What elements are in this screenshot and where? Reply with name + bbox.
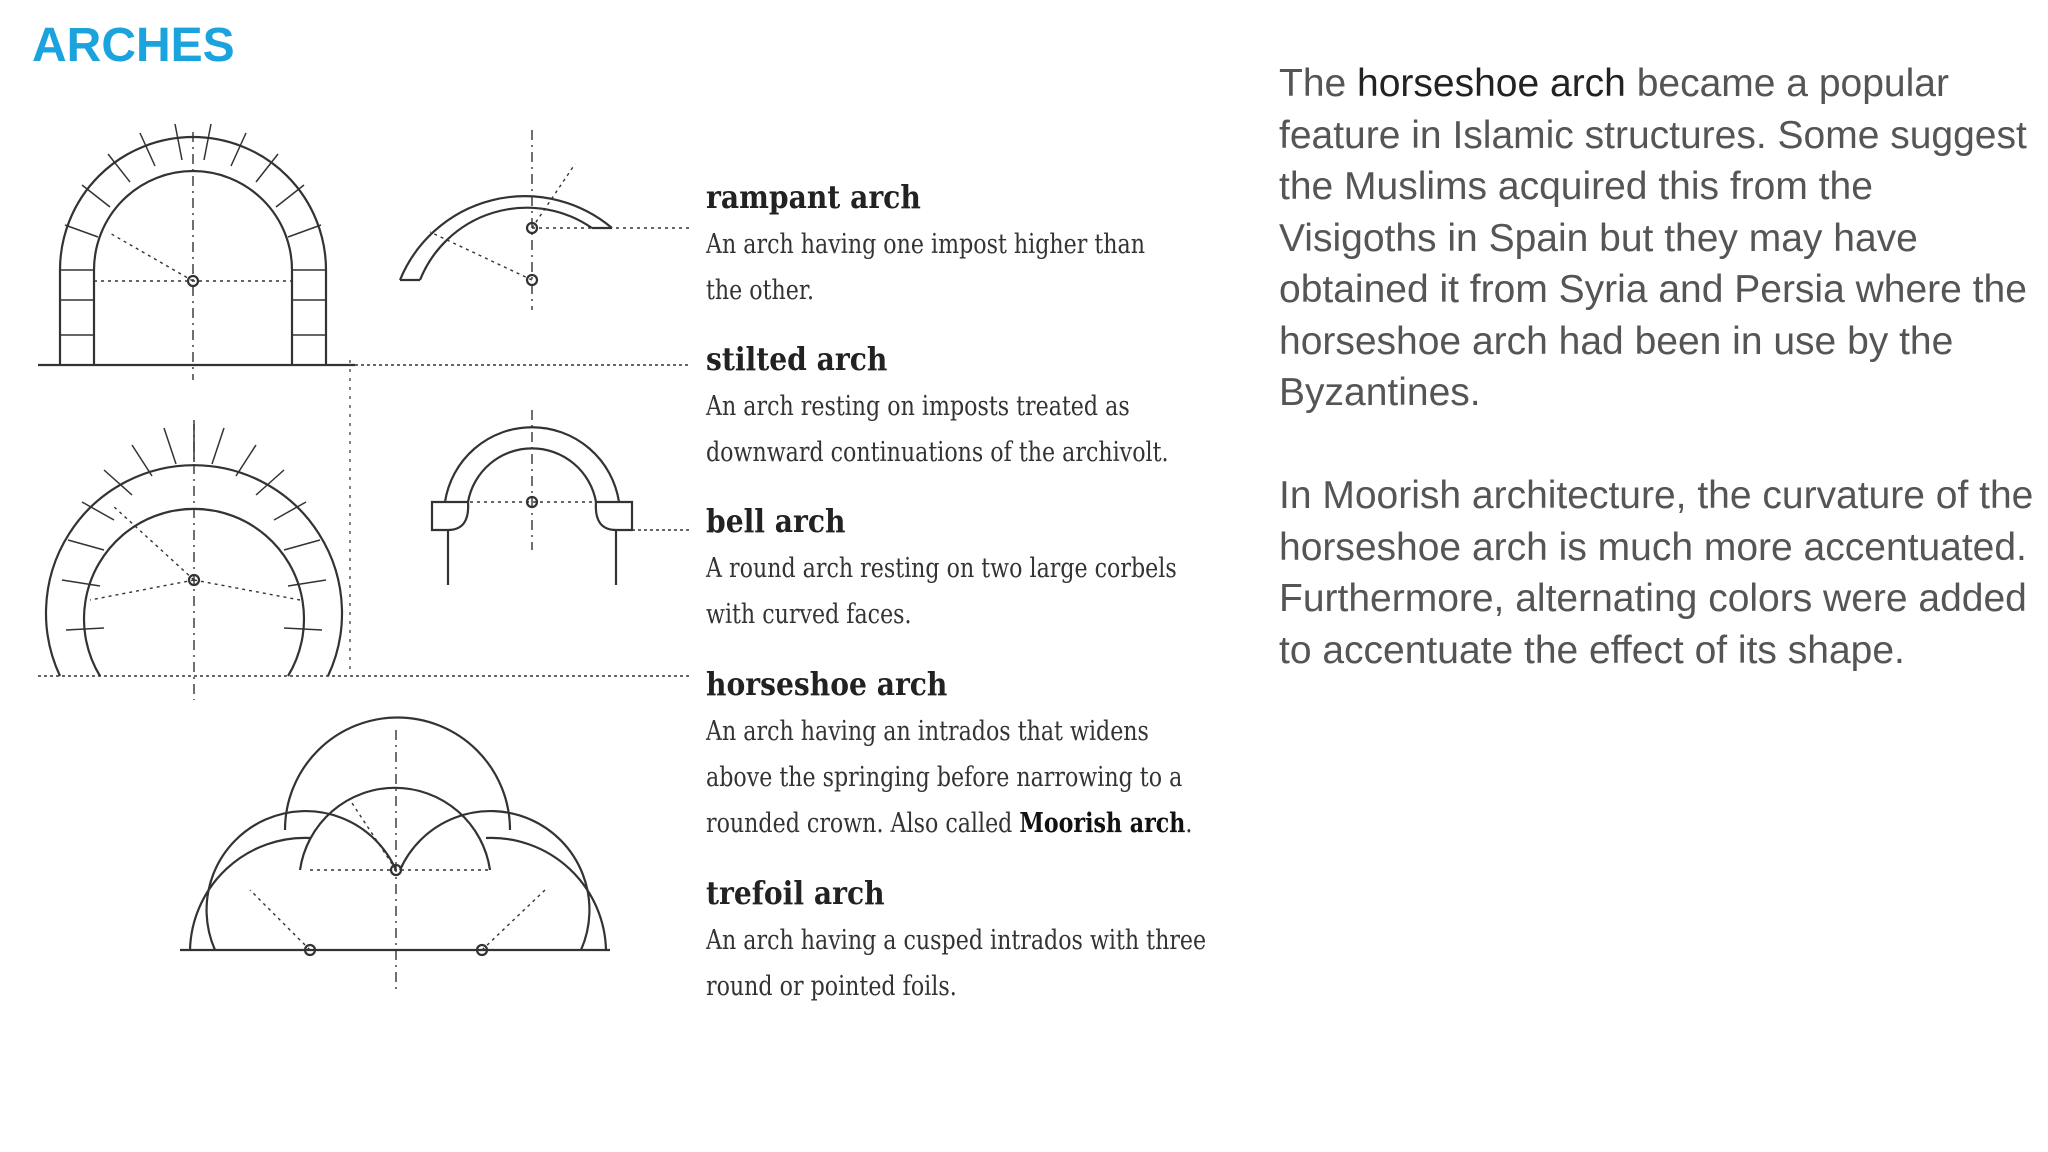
term-bell-arch: bell arch xyxy=(706,502,846,540)
term-stilted-arch: stilted arch xyxy=(706,340,888,378)
def-bell-arch: A round arch resting on two large corbels with curved faces. xyxy=(706,553,1177,630)
paragraph-moorish: In Moorish architecture, the curvature of the horseshoe arch is much more accentuated. Furthermore, alternating colors were added to accentuate the effect of its shape. xyxy=(1279,474,2034,672)
trefoil-arch-drawing xyxy=(180,718,610,991)
term-trefoil-arch: trefoil arch xyxy=(706,874,885,912)
term-horseshoe-arch: horseshoe arch xyxy=(706,665,948,703)
def-rampant-arch: An arch having one impost higher than the other. xyxy=(706,229,1145,306)
def-stilted-arch: An arch resting on imposts treated as downward continuations of the archivolt. xyxy=(706,391,1169,468)
rampant-arch-drawing xyxy=(400,130,690,310)
bell-arch-drawing xyxy=(432,410,690,585)
def-trefoil-arch: An arch having a cusped intrados with three round or pointed foils. xyxy=(706,925,1207,1002)
stilted-arch-drawing xyxy=(38,124,355,380)
horseshoe-arch-drawing xyxy=(38,420,690,700)
term-rampant-arch: rampant arch xyxy=(706,178,921,216)
paragraph-horseshoe: The horseshoe arch became a popular feature in Islamic structures. Some suggest the Muslims acquired this from the Visigoths in Spain but they may have obtained it from Syria and Persia where the horseshoe arch had been in use by the Byzantines. xyxy=(1279,62,2027,414)
arches-diagram xyxy=(0,110,1240,1040)
def-horseshoe-arch: An arch having an intrados that widens above the springing before narrowing to a rounded crown. Also called Moorish arch. xyxy=(706,716,1193,839)
slide-title: ARCHES xyxy=(32,19,235,72)
